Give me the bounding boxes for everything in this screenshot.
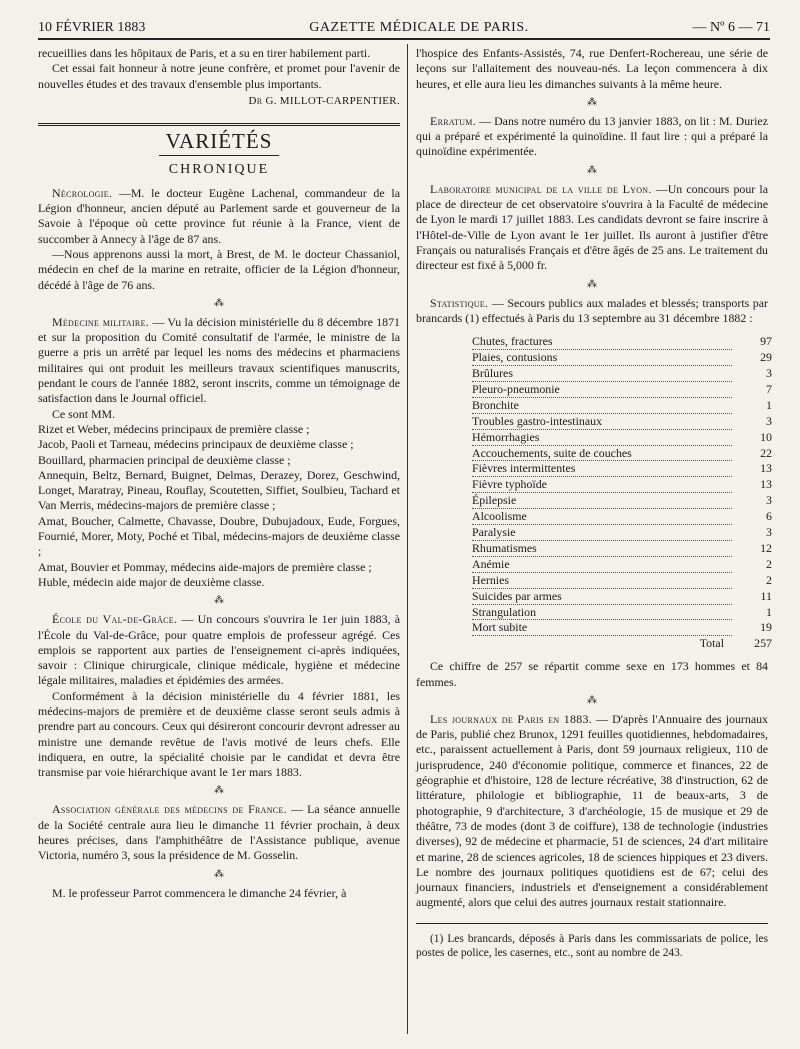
row-value: 3 [766,413,772,428]
table-row [472,350,772,366]
row-label: Mort subite [472,620,732,636]
row-label: Strangulation [472,604,732,620]
row-value: 12 [760,540,772,555]
erratum-heading: Erratum. [430,113,476,128]
table-row [472,334,772,349]
row-value: 97 [760,334,772,349]
association-para [38,802,400,863]
journaux-heading: Les journaux de Paris en 1883. [430,711,593,726]
column-divider [407,44,408,1034]
necrologie-heading: Nécrologie. [52,185,113,200]
sex-breakdown-para: Ce chiffre de 257 se répartit comme sexe en 173 hommes et 84 femmes. [416,659,768,689]
row-value: 1 [766,604,772,619]
table-row [472,620,772,636]
row-value: 7 [766,381,772,396]
table-row [472,556,772,572]
row-value: 19 [760,620,772,635]
erratum-para [416,114,768,160]
table-row [472,525,772,541]
erratum-text: — Dans notre numéro du 13 janvier 1883, on lit : M. Duriez qui a préparé et expérimenté la quinoïdine. Il faut lire : qui a préparé la quinoïdine expérimentée. [416,113,768,159]
row-label: Fièvre typhoïde [472,477,732,493]
association-heading: Association générale des médecins de France. [52,802,287,817]
asterism: ⁂ [214,297,224,309]
signature: Dr G. MILLOT-CARPENTIER. [248,94,400,107]
necrologie-para [38,186,400,247]
row-value: 3 [766,365,772,380]
val-de-grace-text: — Un concours s'ouvrira le 1er juin 1883, à l'École du Val-de-Grâce, pour quatre emplois de professeur agrégé. Ces emplois se rapportent aux parties de l'enseignement ci-après indiquées, savoir : Clinique chirurgicale, clinique médicale, hygiène et médecine légale militaires, maladies et épidémies des armées. [38,612,401,688]
journaux-para [416,712,768,911]
left-column [38,46,400,901]
row-value: 3 [766,493,772,508]
parrot-para: M. le professeur Parrot commencera le dimanche 24 février, à [52,885,347,900]
row-label: Bronchite [472,397,732,413]
header-page: — Nº 6 — 71 [692,20,770,35]
row-value: 13 [760,477,772,492]
row-label: Suicides par armes [472,588,732,604]
names-line-2: Jacob, Paoli et Tarneau, médecins principaux de deuxième classe ; [38,437,354,452]
statistique-para [416,296,768,327]
footnote: (1) Les brancards, déposés à Paris dans les commissariats de police, les postes de police, les casernes, etc., sont au nombre de 243. [416,923,768,961]
total-label: Total [699,636,724,651]
table-row [472,397,772,413]
table-row [472,381,772,397]
medecine-militaire-heading: Médecine militaire. [52,314,150,329]
continued-para: l'hospice des Enfants-Assistés, 74, rue Denfert-Rochereau, une série de leçons sur l'allaitement des nouveau-nés. La leçon commencera à dix heures, et elle aura lieu les dimanches suivants à la même heure. [416,46,768,91]
row-label: Paralysie [472,525,732,541]
row-value: 29 [760,350,772,365]
row-label: Épilepsie [472,493,732,509]
val-de-grace-para [38,612,400,688]
table-row [472,493,772,509]
table-row [472,509,772,525]
table-row [472,572,772,588]
table-row [472,365,772,381]
row-value: 2 [766,556,772,571]
asterism: ⁂ [214,785,224,797]
row-value: 6 [766,509,772,524]
statistique-heading: Statistique. [430,295,489,310]
asterism: ⁂ [587,278,597,290]
association-text: — La séance annuelle de la Société centrale aura lieu le dimanche 11 février prochain, à deux heures précises, dans l'amphithéâtre de l'Assistance publique, avenue Victoria, numéro 3, sous la présidence de M. Gosselin. [38,802,401,863]
row-label: Troubles gastro-intestinaux [472,413,732,429]
laboratoire-para [416,182,768,274]
names-line-4: Annequin, Beltz, Bernard, Buignet, Delmas, Derazey, Dorez, Geschwind, Longet, Maratray, Pineau, Rouflay, Scoutetten, Siffiet, Soulbieu, Tachard et Van Merris, médecins-majors de première classe ; [38,467,400,513]
val-de-grace-para-2: Conformément à la décision ministérielle du 4 février 1881, les médecins-majors de première et de deuxième classe seront seuls admis à prendre part au concours. Ceux qui désireront concourir devront adresser au ministre une demande revêtue de l'avis motivé de leurs chefs. Elle indiquera, en outre, la spécialité choisie par le candidat et devra être transmise par voie hiérarchique avant le 1er mars 1883. [38,688,400,780]
medecine-militaire-text: — Vu la décision ministérielle du 8 décembre 1871 et sur la proposition du Comité consultatif de l'armée, le ministre de la guerre a pris un arrêté par lequel les noms des médecins et pharmaciens militaires qui ont produit les meilleurs travaux scientifiques manuscrits, pendant le cours de l'année 1882, seront inscrits, comme un témoignage de satisfaction dans le Journal officiel. [38,314,400,406]
row-value: 3 [766,525,772,540]
table-row [472,429,772,445]
right-column [416,46,772,961]
asterism: ⁂ [587,96,597,108]
laboratoire-text: —Un concours pour la place de directeur de cet observatoire s'ouvrira à la Faculté de médecine de Lyon le mardi 17 juillet 1883. Les candidats devront se faire inscrire à l'Hôtel-de-Ville de Lyon avant le 1er juillet. Ils auront à justifier d'être Français ou naturalisés Français et d'être âgés de 25 ans. Le traitement du directeur est fixé à 5,000 fr. [416,181,768,273]
row-label: Plaies, contusions [472,350,732,366]
table-row [472,477,772,493]
section-subtitle-chronique: CHRONIQUE [168,162,270,178]
section-rule [38,123,400,126]
val-de-grace-heading: École du Val-de-Grâce. [52,612,178,627]
table-row [472,588,772,604]
names-line-3: Bouillard, pharmacien principal de deuxième classe ; [38,452,291,467]
asterism: ⁂ [214,868,224,880]
row-value: 22 [760,445,772,460]
title-rule [159,155,279,156]
row-label: Accouchements, suite de couches [472,445,732,461]
names-line-6: Amat, Bouvier et Pommay, médecins aide-majors de première classe ; [38,559,372,574]
table-row [472,445,772,461]
row-label: Fièvres intermittentes [472,461,732,477]
names-line-5: Amat, Boucher, Calmette, Chavasse, Doubre, Dubujadoux, Eude, Forgues, Fournié, Morer, Moty, Poché et Tibal, médecins-majors de deuxième classe ; [38,513,400,559]
row-value: 13 [760,461,772,476]
row-value: 10 [760,429,772,444]
table-row [472,540,772,556]
table-row [472,413,772,429]
row-label: Hernies [472,572,732,588]
intro-para-1: recueillies dans les hôpitaux de Paris, et a su en tirer habilement parti. [38,46,371,60]
necrologie-para-2: —Nous apprenons aussi la mort, à Brest, de M. le docteur Chassaniol, médecin en chef de la marine en retraite, officier de la Légion d'honneur, décédé à l'âge de 76 ans. [38,246,400,292]
laboratoire-heading: Laboratoire municipal de la ville de Lyon. [430,181,652,196]
intro-para-2: Cet essai fait honneur à notre jeune confrère, et promet pour l'avenir de nouvelles études et des travaux d'ensemble plus importants. [38,61,400,91]
row-value: 11 [760,588,772,603]
row-value: 2 [766,572,772,587]
statistique-text: — Secours publics aux malades et blessés; transports par brancards (1) effectués à Paris du 13 septembre au 31 décembre 1882 : [416,295,768,325]
asterism: ⁂ [214,595,224,607]
names-line-7: Huble, médecin aide major de deuxième classe. [38,574,265,589]
asterism: ⁂ [587,164,597,176]
row-label: Hémorrhagies [472,429,732,445]
asterism: ⁂ [587,694,597,706]
names-line-1: Rizet et Weber, médecins principaux de première classe ; [38,421,310,436]
ce-sont: Ce sont MM. [52,406,116,421]
table-row [472,604,772,620]
table-row [472,461,772,477]
row-label: Pleuro-pneumonie [472,381,732,397]
row-label: Alcoolisme [472,509,732,525]
row-label: Chutes, fractures [472,334,732,349]
journaux-text: — D'après l'Annuaire des journaux de Paris, publié chez Brunox, 1291 feuilles quotidiennes, hebdomadaires, etc., paraissent actuellement à Paris, dont 59 journaux religieux, 110 de jurisprudence, 240 d'économie politique, commerce et finances, 22 de géographie et d'histoire, 128 de lecture récréative, 38 d'instruction, 62 de littérature, philologie et bibliographie, 11 de beaux-arts, 3 de photographie, 9 d'architecture, 3 d'archéologie, 15 de musique et 29 de théâtre, 73 de modes (dont 3 de coiffure), 138 de technologie (industries diverses), 92 de médecine et pharmacie, 51 de sciences, 24 d'art militaire et marine, 28 de sciences agricoles, 18 de sciences hippiques et 23 divers. Le nombre des journaux politiques quotidiens est de 67; celui des journaux financiers, industriels et d'enseignement a considérablement augmenté, alors que celui des autres journaux restait stationnaire. [416,711,769,910]
total-value: 257 [754,636,772,651]
row-value: 1 [766,397,772,412]
statistics-table [472,334,772,651]
row-label: Rhumatismes [472,540,732,556]
header-date: 10 FÉVRIER 1883 [38,20,146,35]
total-row [472,636,772,651]
page-header [38,14,770,40]
medecine-militaire-para [38,315,400,407]
necrologie-text: —M. le docteur Eugène Lachenal, commandeur de la Légion d'honneur, ancien député au Parlement sarde et gouverneur de la Savoie à l'époque où cette province fut réunie à la France, vient de succomber à Annecy à l'âge de 87 ans. [38,185,400,246]
row-label: Anémie [472,556,732,572]
section-title-varietes: VARIÉTÉS [165,129,273,154]
row-label: Brûlures [472,365,732,381]
header-title: GAZETTE MÉDICALE DE PARIS. [309,20,529,35]
